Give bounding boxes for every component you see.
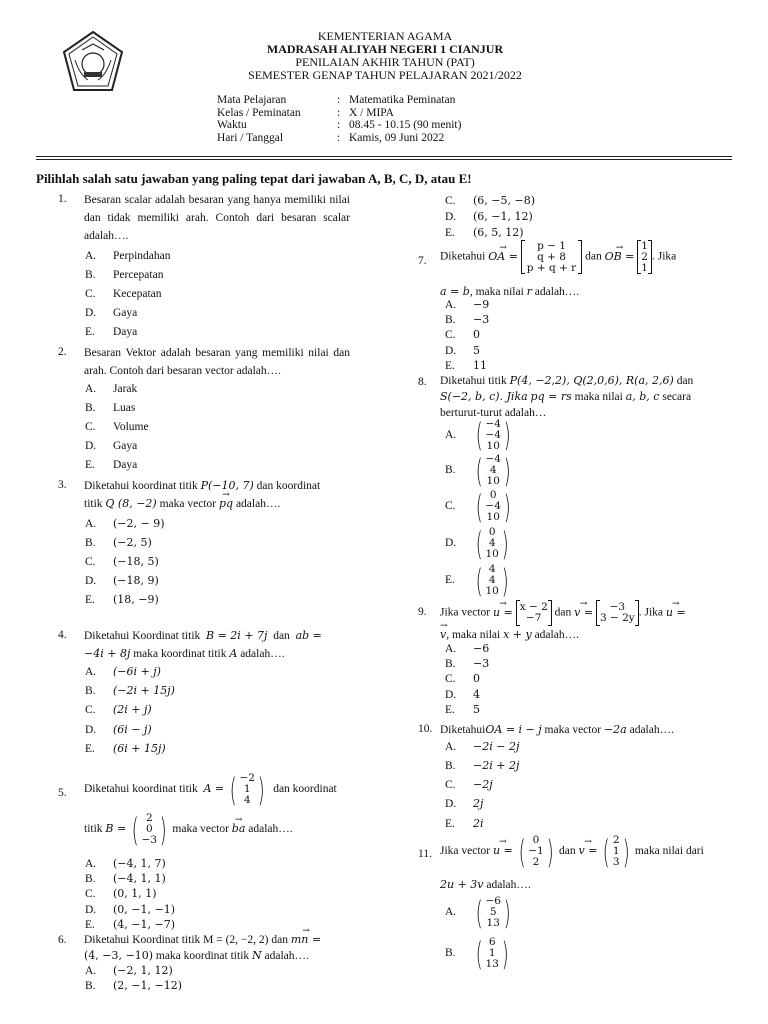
option: C. (2i + j) [85, 703, 152, 716]
kemenag-logo [60, 30, 126, 96]
option: C. Volume [85, 421, 149, 433]
option: C. Kecepatan [85, 288, 162, 300]
option: B. (−4, 1, 1) [85, 872, 166, 885]
info-row: Kelas / Peminatan : X / MIPA [217, 106, 394, 119]
option: C. −2j [445, 778, 493, 791]
question-number: 11. [418, 848, 432, 860]
question-text: Diketahui Koordinat titik M = (2, −2, 2) dan → mn = (4, −3, −10) maka koordinat titik N adalah…. [84, 932, 350, 964]
info-value: Kamis, 09 Juni 2022 [349, 131, 445, 144]
option: D. (6, −1, 12) [445, 210, 533, 223]
option: B. Percepatan [85, 269, 164, 281]
option: E. (4, −1, −7) [85, 918, 175, 931]
divider [36, 159, 732, 160]
info-row: Mata Pelajaran : Matematika Peminatan [217, 94, 456, 106]
option: E. (6i + 15j) [85, 742, 166, 755]
column-vector: ( 2 0 −3 ) [131, 810, 167, 849]
question-number: 8. [418, 376, 427, 388]
option: D. 2j [445, 797, 484, 810]
option: D. ( 0 4 10 ) [445, 524, 509, 563]
column-vector: ( −2 1 4 ) [229, 770, 265, 809]
question-text: Diketahui → OA = p − 1 q + 8 p + q + r dan → OB = 1 2 1 . Jika [440, 240, 732, 274]
option: B. −3 [445, 657, 490, 670]
exam-info [217, 94, 461, 144]
option: A. −2i − 2j [445, 740, 520, 753]
question-text: DiketahuiOA = i − j maka vector −2a adalah…. [440, 723, 674, 736]
question-text: titik B = ( 2 0 −3 ) maka vector → ba adalah…. [84, 813, 350, 846]
exam-name: PENILAIAN AKHIR TAHUN (PAT) [295, 55, 475, 69]
option: C. 0 [445, 672, 480, 685]
info-key: Kelas / Peminatan [217, 106, 301, 119]
instruction: Pilihlah salah satu jawaban yang paling tepat dari jawaban A, B, C, D, atau E! [36, 171, 472, 186]
question-number: 5. [58, 787, 67, 799]
option: E. 11 [445, 359, 487, 372]
question-text: Jika vector → u = ( 0 −1 2 ) dan → v = ( 2 1 3 ) maka nilai dari [440, 835, 732, 868]
question-text: 2u + 3v adalah…. [440, 878, 531, 891]
option: C. 0 [445, 328, 480, 341]
option: B. (−2i + 15j) [85, 684, 175, 697]
option: A. ( −4 −4 10 ) [445, 416, 511, 455]
option: B. ( −4 4 10 ) [445, 451, 511, 490]
option: D. 5 [445, 344, 480, 357]
info-key: Mata Pelajaran [217, 94, 287, 106]
question-text: a = b, maka nilai r adalah…. [440, 285, 580, 298]
option: B. −3 [445, 313, 490, 326]
option: C. (6, −5, −8) [445, 194, 535, 207]
ministry-name: KEMENTERIAN AGAMA [317, 29, 453, 43]
option: D. Gaya [85, 440, 138, 452]
option: B. ( 6 1 13 ) [445, 934, 509, 973]
option: A. (−2, − 9) [85, 517, 165, 530]
option: C. ( 0 −4 10 ) [445, 487, 511, 526]
info-value: Matematika Peminatan [349, 94, 456, 106]
option: A. Jarak [85, 383, 138, 395]
question-text: Diketahui Koordinat titik B = 2i + 7j dan ab = −4i + 8j maka koordinat titik A adalah…. [84, 629, 322, 660]
option: D. (0, −1, −1) [85, 903, 175, 916]
info-value: 08.45 - 10.15 (90 menit) [349, 119, 462, 131]
option: B. (−2, 5) [85, 536, 152, 549]
option: E. (6, 5, 12) [445, 226, 524, 239]
question-number: 2. [58, 346, 67, 358]
question-number: 9. [418, 606, 427, 618]
option: E. (18, −9) [85, 593, 159, 606]
option: A. −6 [445, 642, 490, 655]
question-text: → v, maka nilai x + y adalah…. [440, 626, 732, 644]
option: C. (−18, 5) [85, 555, 159, 568]
option: B. −2i + 2j [445, 759, 520, 772]
question-number: 4. [58, 629, 67, 641]
question-text: Besaran scalar adalah besaran yang hanya memiliki nilai dan tidak memiliki arah. Contoh dari besaran scalar adalah…. [84, 194, 350, 242]
option: A. Perpindahan [85, 250, 171, 262]
info-value: X / MIPA [349, 106, 394, 119]
option: D. 4 [445, 688, 480, 701]
option: B. (2, −1, −12) [85, 979, 182, 992]
option: A. −9 [445, 298, 490, 311]
info-key: Waktu [217, 119, 247, 131]
semester-name: SEMESTER GENAP TAHUN PELAJARAN 2021/2022 [248, 68, 522, 82]
question-number: 6. [58, 934, 67, 946]
question-number: 1. [58, 193, 67, 205]
column-vector: p − 1 q + 8 p + q + r [521, 240, 582, 274]
option: E. Daya [85, 326, 138, 338]
question-number: 3. [58, 479, 67, 491]
column-vector: 1 2 1 [637, 240, 652, 274]
option: D. Gaya [85, 307, 138, 319]
option: E. 2i [445, 817, 484, 830]
info-row: Hari / Tanggal : Kamis, 09 Juni 2022 [217, 131, 445, 144]
question-number: 10. [418, 723, 433, 735]
question-number: 7. [418, 255, 427, 267]
question-text: Diketahui titik P(4, −2,2), Q(2,0,6), R(a, 2,6) dan S(−2, b, c). Jika pq = rs maka nilai a, b, c secara berturut-turut adalah… [440, 374, 694, 419]
option: B. Luas [85, 402, 136, 414]
option: D. (6i − j) [85, 723, 152, 736]
question-text: Diketahui koordinat titik A = ( −2 1 4 ) dan koordinat [84, 770, 337, 809]
info-key: Hari / Tanggal [217, 131, 284, 144]
school-name: MADRASAH ALIYAH NEGERI 1 CIANJUR [266, 42, 504, 56]
question-text: Besaran Vektor adalah besaran yang memiliki nilai dan arah. Contoh dari besaran vector adalah…. [84, 347, 350, 377]
option: C. (0, 1, 1) [85, 887, 157, 900]
option: E. ( 4 4 10 ) [445, 561, 509, 600]
option: A. ( −6 5 13 ) [445, 893, 511, 932]
option: A. (−4, 1, 7) [85, 857, 166, 870]
option: E. Daya [85, 459, 138, 471]
option: A. (−6i + j) [85, 665, 161, 678]
option: D. (−18, 9) [85, 574, 159, 587]
option: A. (−2, 1, 12) [85, 964, 173, 977]
question-text: Diketahui koordinat titik P(−10, 7) dan koordinat titik Q (8, −2) maka vector → pq adalah…. [84, 477, 350, 513]
option: E. 5 [445, 703, 480, 716]
question-text: Jika vector → u = x − 2 −7 dan → v = −3 3 − 2y . Jika → u = [440, 600, 732, 626]
info-row: Waktu : 08.45 - 10.15 (90 menit) [217, 119, 462, 131]
divider [36, 156, 732, 157]
